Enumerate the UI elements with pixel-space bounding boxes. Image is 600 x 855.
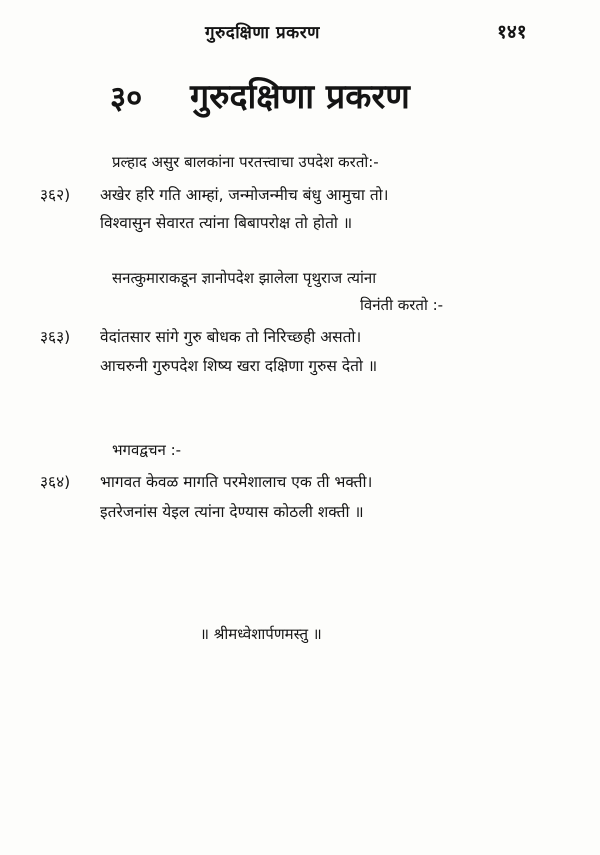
verse-line: भागवत केवळ मागति परमेशालाच एक ती भक्ती। <box>100 473 373 491</box>
verse-number: ३६३) <box>40 328 71 346</box>
verse-line: वेदांतसार सांगे गुरु बोधक तो निरिच्छही असतो। <box>100 328 362 346</box>
chapter-title: गुरुदक्षिणा प्रकरण <box>190 77 410 117</box>
running-head: गुरुदक्षिणा प्रकरण <box>205 23 320 43</box>
verse-line: अखेर हरि गति आम्हां, जन्मोजन्मीच बंधु आमुचा तो। <box>100 186 389 204</box>
section-intro-continued: विनंती करतो :- <box>360 296 444 314</box>
verse-number: ३६४) <box>40 473 71 491</box>
page-number: १४१ <box>497 21 527 43</box>
verse-number: ३६२) <box>40 186 71 204</box>
verse-line: विश्वासुन सेवारत त्यांना बिबापरोक्ष तो होतो ॥ <box>100 214 353 232</box>
section-intro: सनत्कुमाराकडून ज्ञानोपदेश झालेला पृथुराज त्यांना <box>112 269 377 287</box>
section-intro: प्रल्हाद असुर बालकांना परतत्त्वाचा उपदेश करतो:- <box>112 153 379 171</box>
chapter-number: ३० <box>110 80 143 116</box>
verse-line: इतरेजनांस येइल त्यांना देण्यास कोठली शक्ती ॥ <box>100 503 364 521</box>
colophon: ॥ श्रीमध्वेशार्पणमस्तु ॥ <box>200 625 322 643</box>
section-intro: भगवद्वचन :- <box>112 441 182 459</box>
verse-line: आचरुनी गुरुपदेश शिष्य खरा दक्षिणा गुरुस देतो ॥ <box>100 357 378 375</box>
